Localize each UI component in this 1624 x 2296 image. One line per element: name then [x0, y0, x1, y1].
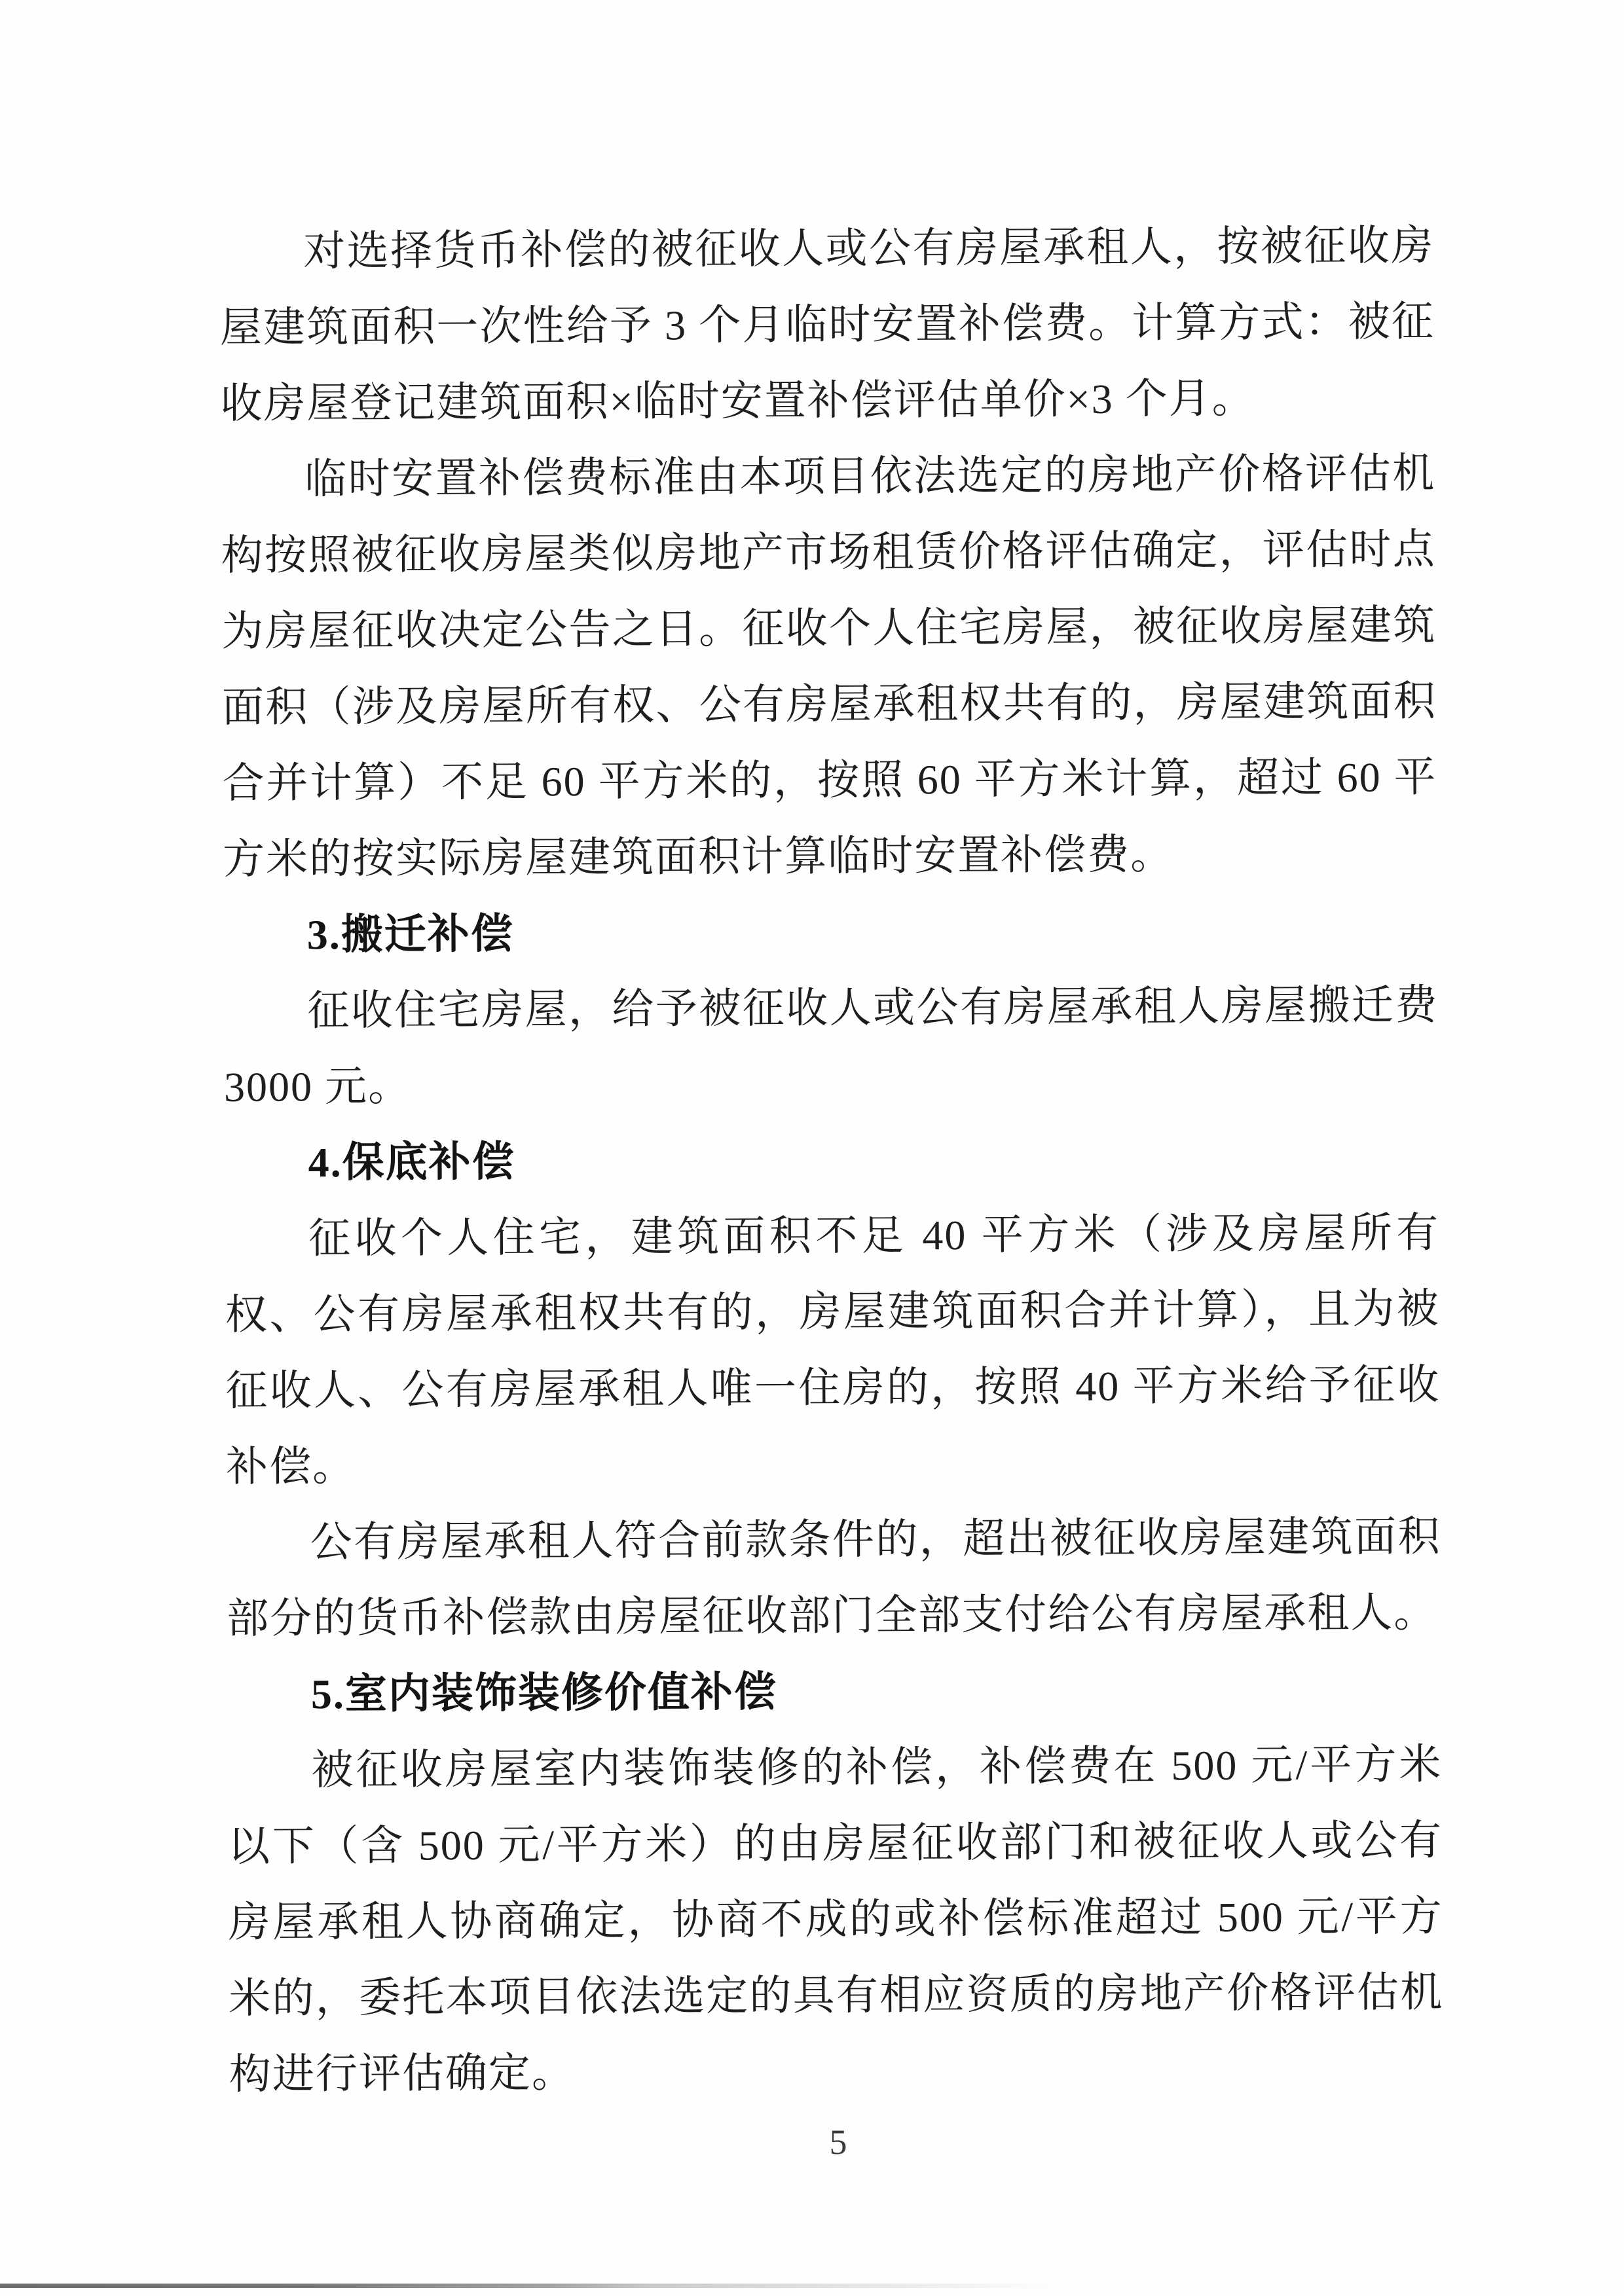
paragraph-minimum-40sqm-rule: 征收个人住宅，建筑面积不足 40 平方米（涉及房屋所有权、公有房屋承租权共有的，房屋建筑面积合并计算），且为被征收人、公有房屋承租人唯一住房的，按照 40 平方米给予征收补偿。 — [225, 1209, 1441, 1490]
heading-relocation-compensation: 3.搬迁补偿 — [306, 910, 514, 958]
paragraph-relocation-fee: 征收住宅房屋，给予被征收人或公有房屋承租人房屋搬迁费 3000 元。 — [223, 981, 1439, 1110]
paragraph-currency-compensation: 对选择货币补偿的被征收人或公有房屋承租人，按被征收房屋建筑面积一次性给予 3 个月临时安置补偿费。计算方式：被征收房屋登记建筑面积×临时安置补偿评估单价×3 个月。 — [219, 222, 1435, 427]
scan-line-artifact — [0, 2284, 1054, 2288]
document-body — [219, 208, 1444, 2113]
page-footer — [0, 2123, 1624, 2162]
paragraph-public-housing-tenant-payment: 公有房屋承租人符合前款条件的，超出被征收房屋建筑面积部分的货币补偿款由房屋征收部门全部支付给公有房屋承租人。 — [227, 1513, 1441, 1642]
heading-minimum-guarantee-compensation: 4.保底补偿 — [308, 1138, 515, 1186]
paragraph-decoration-compensation-rule: 被征收房屋室内装饰装修的补偿，补偿费在 500 元/平方米以下（含 500 元/平方米）的由房屋征收部门和被征收人或公有房屋承租人协商确定，协商不成的或补偿标准超过 500 元/平方米的，委托本项目依法选定的具有相应资质的房地产价格评估机构进行评估确定。 — [227, 1741, 1444, 2098]
heading-interior-decoration-compensation: 5.室内装饰装修价值补偿 — [310, 1668, 778, 1718]
page-number: 5 — [829, 2123, 847, 2162]
paragraph-temporary-resettlement-standard: 临时安置补偿费标准由本项目依法选定的房地产价格评估机构按照被征收房屋类似房地产市场租赁价格评估确定，评估时点为房屋征收决定公告之日。征收个人住宅房屋，被征收房屋建筑面积（涉及房屋所有权、公有房屋承租权共有的，房屋建筑面积合并计算）不足 60 平方米的，按照 60 平方米计算，超过 60 平方米的按实际房屋建筑面积计算临时安置补偿费。 — [221, 450, 1437, 883]
